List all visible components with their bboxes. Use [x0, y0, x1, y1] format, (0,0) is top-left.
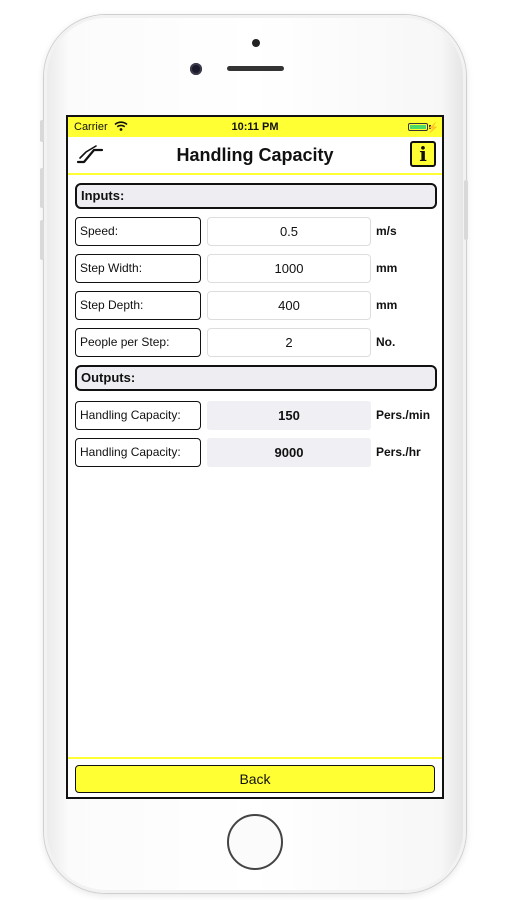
volume-up-button — [40, 168, 44, 208]
people-per-step-input[interactable] — [207, 328, 371, 357]
home-button[interactable] — [227, 814, 283, 870]
step-width-row — [75, 254, 437, 283]
step-width-unit: mm — [376, 261, 398, 275]
earpiece-speaker — [227, 66, 284, 71]
info-button[interactable] — [410, 141, 436, 167]
speed-input[interactable] — [207, 217, 371, 246]
capacity-per-hr-value: 9000 — [207, 438, 371, 467]
charging-icon: ⚡ — [426, 123, 439, 134]
people-per-step-label: People per Step: — [75, 328, 201, 357]
speed-label: Speed: — [75, 217, 201, 246]
power-button — [464, 180, 468, 240]
nav-bar — [68, 137, 442, 175]
app-screen — [66, 115, 444, 799]
step-width-input[interactable] — [207, 254, 371, 283]
capacity-per-hr-unit: Pers./hr — [376, 445, 421, 459]
outputs-section-header: Outputs: — [75, 365, 437, 391]
people-per-step-unit: No. — [376, 335, 396, 349]
capacity-per-min-value: 150 — [207, 401, 371, 430]
status-time: 10:11 PM — [231, 121, 279, 133]
form-content — [75, 183, 437, 467]
speed-unit: m/s — [376, 224, 397, 238]
mute-switch — [40, 120, 44, 142]
capacity-per-min-label: Handling Capacity: — [75, 401, 201, 430]
carrier-label: Carrier — [74, 121, 108, 133]
sensor-dot — [252, 39, 260, 47]
status-bar — [68, 117, 442, 137]
step-depth-input[interactable] — [207, 291, 371, 320]
volume-down-button — [40, 220, 44, 260]
capacity-per-hr-row — [75, 438, 437, 467]
front-camera — [190, 63, 202, 75]
footer-bar — [68, 757, 442, 797]
page-title: Handling Capacity — [176, 145, 334, 165]
capacity-per-min-unit: Pers./min — [376, 408, 431, 422]
step-width-label: Step Width: — [75, 254, 201, 283]
back-button[interactable]: Back — [75, 765, 435, 793]
step-depth-row — [75, 291, 437, 320]
people-per-step-row — [75, 328, 437, 357]
capacity-per-min-row — [75, 401, 437, 430]
info-icon: i — [419, 142, 427, 166]
inputs-section-header: Inputs: — [75, 183, 437, 209]
step-depth-unit: mm — [376, 298, 398, 312]
capacity-per-hr-label: Handling Capacity: — [75, 438, 201, 467]
battery-icon — [408, 123, 428, 131]
speed-row — [75, 217, 437, 246]
step-depth-label: Step Depth: — [75, 291, 201, 320]
